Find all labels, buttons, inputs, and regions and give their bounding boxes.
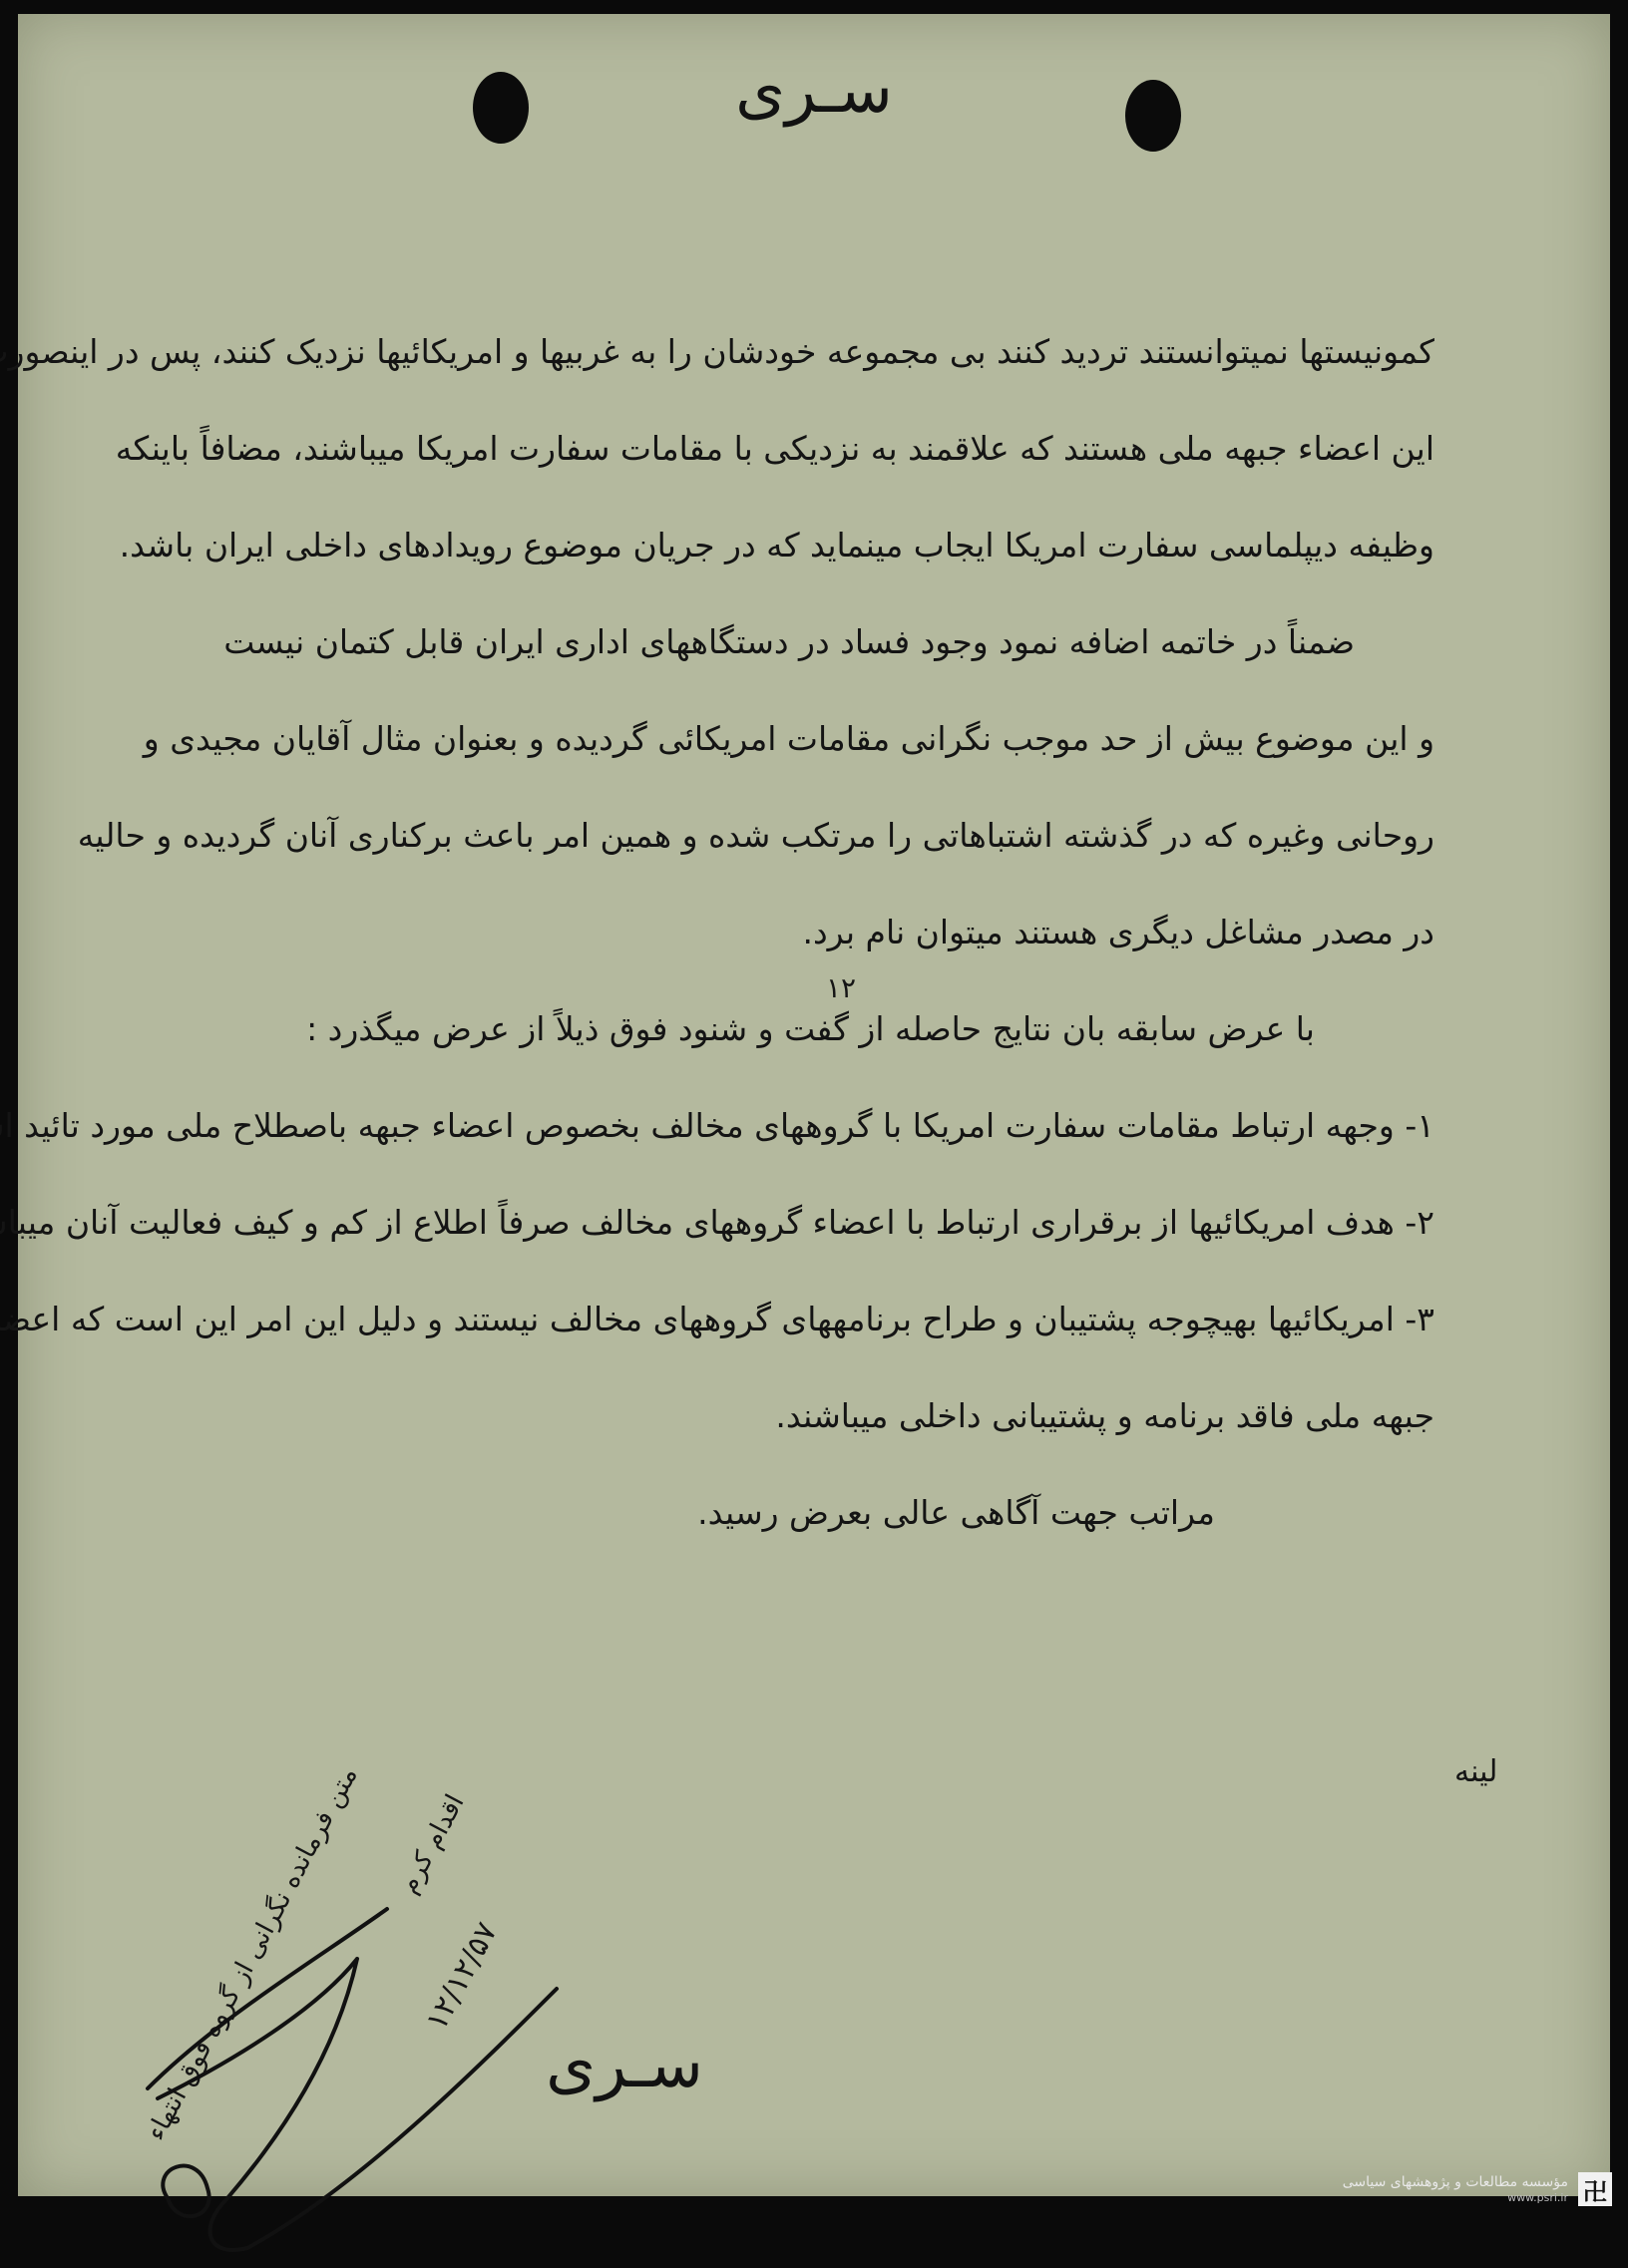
classification-stamp-bottom: سـری [0, 2029, 1421, 2102]
body-line: ضمناً در خاتمه اضافه نمود وجود فساد در دستگاههای اداری ایران قابل کتمان نیست [207, 593, 1434, 690]
margin-note-line-2: اقدام کرم [379, 1762, 485, 1926]
side-note: لینه [1454, 1754, 1497, 1789]
document-page [18, 14, 1610, 2196]
body-line: و این موضوع بیش از حد موجب نگرانی مقامات امریکائی گردیده و بعنوان مثال آقایان مجیدی و [207, 690, 1434, 787]
body-line: این اعضاء جبهه ملی هستند که علاقمند به نزدیکی با مقامات سفارت امریکا میباشند، مضافاً باینکه [207, 400, 1434, 497]
letter-body [207, 303, 1434, 1561]
numbered-item: ۲- هدف امریکائیها از برقراری ارتباط با اعضاء گروههای مخالف صرفاً اطلاع از کم و کیف فعالیت آنان میباشد. [207, 1174, 1434, 1271]
institute-name: مؤسسه مطالعات و پژوهشهای سیاسی [1343, 2174, 1568, 2191]
watermark-logo [1343, 2172, 1612, 2206]
institute-logo-icon: 卍 [1578, 2172, 1612, 2206]
body-line: در مصدر مشاغل دیگری هستند میتوان نام برد. [207, 884, 1434, 980]
numbered-item-continuation: جبهه ملی فاقد برنامه و پشتیبانی داخلی میباشند. [207, 1367, 1434, 1464]
margin-note-line-1: متن فرمانده نگرانی از گروه فوق انتهاء [129, 1739, 375, 2167]
paragraph-5 [207, 1464, 1434, 1561]
body-line: کمونیستها نمیتوانستند تردید کنند بی مجموعه خودشان را به غربیها و امریکائیها نزدیک کنند، پس در اینصورت [207, 303, 1434, 400]
paragraph-4 [207, 1077, 1434, 1464]
page-marker: ۱۲ [826, 971, 856, 1004]
paragraph-3 [207, 980, 1434, 1077]
body-line: با عرض سابقه بان نتایج حاصله از گفت و شنود فوق ذیلاً از عرض میگذرد : [207, 980, 1434, 1077]
institute-url: www.psri.ir [1343, 2191, 1568, 2204]
closing-line: مراتب جهت آگاهی عالی بعرض رسید. [207, 1464, 1434, 1561]
numbered-item: ۱- وجهه ارتباط مقامات سفارت امریکا با گروههای مخالف بخصوص اعضاء جبهه باصطلاح ملی مورد تائید است. [207, 1077, 1434, 1174]
paragraph-1 [207, 303, 1434, 690]
numbered-item: ۳- امریکائیها بهیچوجه پشتیبان و طراح برنامههای گروههای مخالف نیستند و دلیل این امر این است که اعضاء [207, 1271, 1434, 1367]
margin-note-line-3: ۱۲/۱۲/۵۷ [407, 1893, 518, 2060]
classification-stamp-top: سـری [18, 54, 1610, 128]
paragraph-2 [207, 690, 1434, 980]
body-line: وظیفه دیپلماسی سفارت امریکا ایجاب مینماید که در جریان موضوع رویدادهای داخلی ایران باشد. [207, 497, 1434, 593]
institute-name-block [1343, 2174, 1568, 2204]
body-line: روحانی وغیره که در گذشته اشتباهاتی را مرتکب شده و همین امر باعث برکناری آنان گردیده و حالیه [207, 787, 1434, 884]
